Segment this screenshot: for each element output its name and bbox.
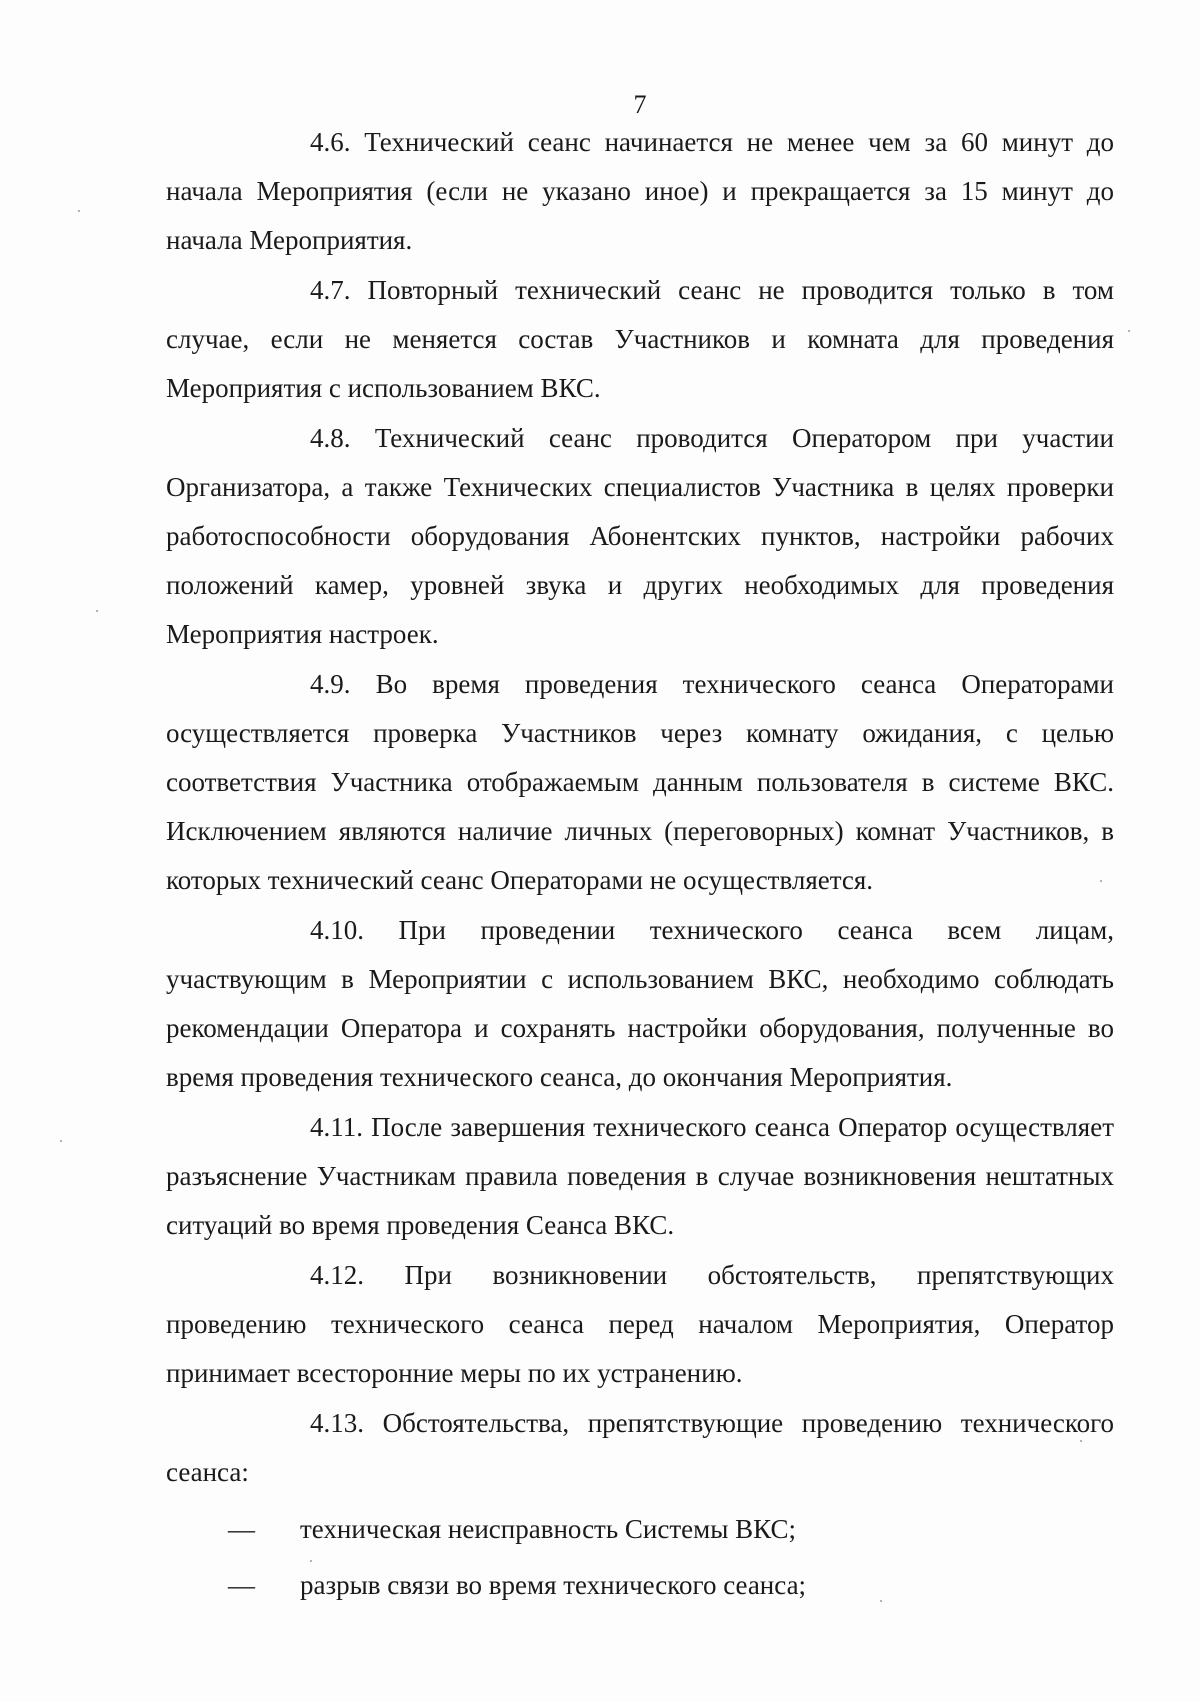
paragraph-text: При проведении технического сеанса всем лицам, участвующим в Мероприятии с использованием ВКС, необходимо соблюдать рекомендации Оператора и сохранять настройки оборудования, полученные во время проведения технического сеанса, до окончания Мероприятия. (166, 915, 1114, 1092)
paragraph-text: После завершения технического сеанса Оператор осуществляет разъяснение Участникам правила поведения в случае возникновения нештатных ситуаций во время проведения Сеанса ВКС. (166, 1112, 1114, 1240)
scan-speck (96, 610, 98, 612)
paragraph-number: 4.9. (310, 669, 351, 699)
scan-speck (60, 1140, 62, 1142)
scan-speck (1128, 330, 1130, 332)
paragraph-4-12 (166, 1251, 1114, 1398)
paragraph-text: Во время проведения технического сеанса Операторами осуществляется проверка Участников через комнату ожидания, с целью соответствия Участника отображаемым данным пользователя в системе ВКС. Исключением являются наличие личных (переговорных) комнат Участников, в которых технический сеанс Операторами не осуществляется. (166, 669, 1115, 895)
paragraph-text: Повторный технический сеанс не проводится только в том случае, если не меняется состав Участников и комната для проведения Мероприятия с использованием ВКС. (166, 275, 1115, 403)
paragraph-number: 4.8. (310, 423, 351, 453)
dash-bullet: — (228, 1570, 255, 1600)
list-item (166, 1557, 1114, 1613)
paragraph-text: Технический сеанс начинается не менее чем за 60 минут до начала Мероприятия (если не указано иное) и прекращается за 15 минут до начала Мероприятия. (166, 127, 1114, 255)
page-number: 7 (633, 90, 647, 119)
scan-speck (1080, 1440, 1082, 1442)
scan-speck (880, 1600, 882, 1602)
paragraph-number: 4.6. (310, 127, 351, 157)
paragraph-text: Технический сеанс проводится Оператором при участии Организатора, а также Технических специалистов Участника в целях проверки работоспособности оборудования Абонентских пунктов, настройки рабочих положений камер, уровней звука и других необходимых для проведения Мероприятия настроек. (166, 423, 1115, 649)
paragraph-4-13 (166, 1399, 1114, 1497)
scan-speck (310, 1560, 312, 1562)
document-body (166, 118, 1114, 1613)
dash-bullet: — (228, 1514, 255, 1544)
list-item (166, 1501, 1114, 1557)
paragraph-text: При возникновении обстоятельств, препятствующих проведению технического сеанса перед началом Мероприятия, Оператор принимает всесторонние меры по их устранению. (166, 1260, 1114, 1388)
paragraph-4-10 (166, 906, 1114, 1102)
paragraph-4-8 (166, 414, 1114, 659)
paragraph-number: 4.11. (310, 1112, 363, 1142)
paragraph-number: 4.13. (310, 1408, 364, 1438)
list-item-text: техническая неисправность Системы ВКС; (300, 1514, 796, 1544)
scan-speck (78, 210, 80, 212)
paragraph-4-9 (166, 660, 1114, 905)
paragraph-number: 4.7. (310, 275, 351, 305)
list-item-text: разрыв связи во время технического сеанса; (300, 1570, 807, 1600)
paragraph-4-11 (166, 1103, 1114, 1250)
paragraph-4-6 (166, 118, 1114, 265)
paragraph-number: 4.10. (310, 915, 364, 945)
scan-speck (1100, 880, 1102, 882)
paragraph-4-7 (166, 266, 1114, 413)
obstacles-list (166, 1501, 1114, 1613)
paragraph-text: Обстоятельства, препятствующие проведению технического сеанса: (166, 1408, 1114, 1487)
paragraph-number: 4.12. (310, 1260, 364, 1290)
